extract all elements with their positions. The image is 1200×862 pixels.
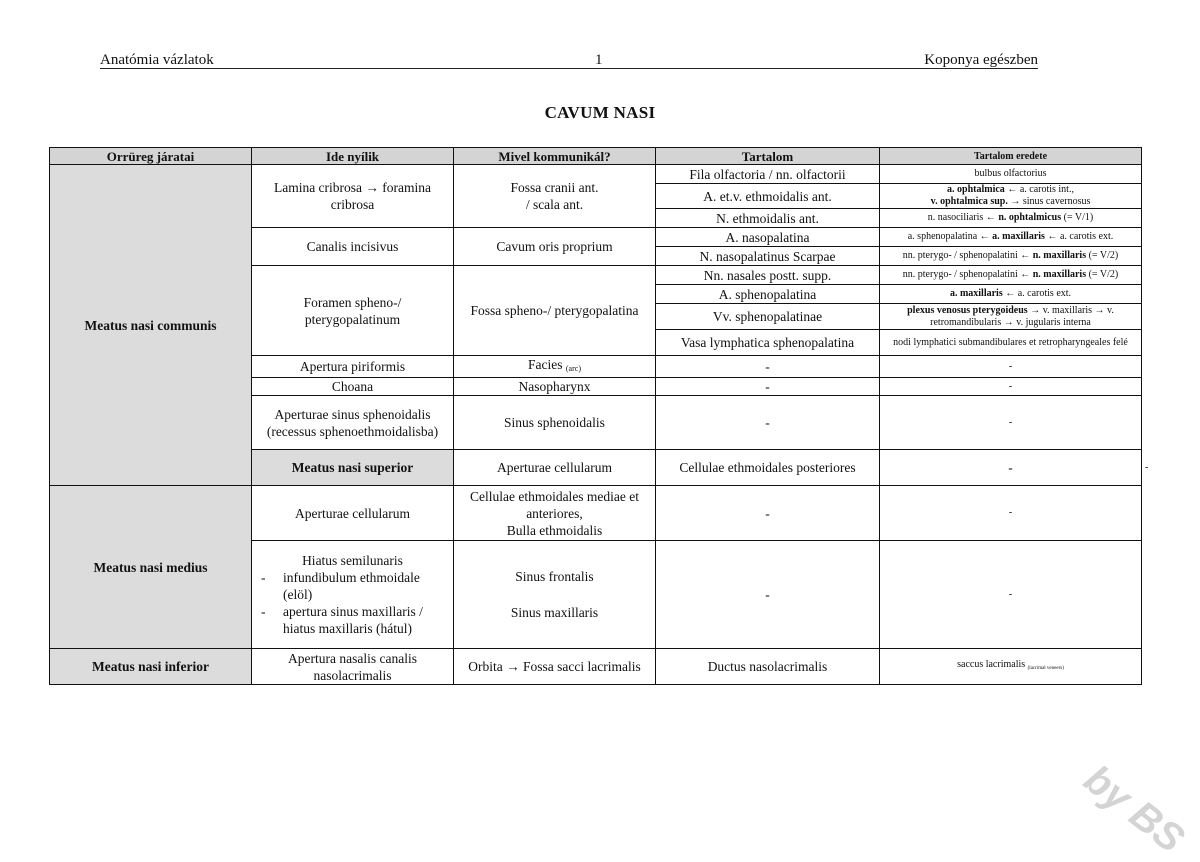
list-item: - infundibulum ethmoidale (elöl) bbox=[255, 569, 450, 603]
meatus-inferior-cell: Meatus nasi inferior bbox=[50, 649, 252, 685]
table-row: Meatus nasi superior Aperturae cellularum Cellulae ethmoidales posteriores - - bbox=[50, 450, 1142, 486]
content-cell: Fila olfactoria / nn. olfactorii bbox=[656, 165, 880, 184]
content-cell: - bbox=[880, 450, 1142, 486]
subscript: (lacrimal veneers) bbox=[1027, 665, 1064, 671]
opens-cell: Choana bbox=[252, 378, 454, 396]
content-cell: Vasa lymphatica sphenopalatina bbox=[656, 330, 880, 356]
page-title: CAVUM NASI bbox=[544, 103, 656, 122]
meatus-medius-cell: Meatus nasi medius bbox=[50, 486, 252, 649]
opens-cell: Apertura piriformis bbox=[252, 356, 454, 378]
content-cell: N. nasopalatinus Scarpae bbox=[656, 247, 880, 266]
content-cell: A. sphenopalatina bbox=[656, 285, 880, 304]
opens-cell: Apertura nasalis canalis nasolacrimalis bbox=[252, 649, 454, 685]
communicates-cell: Sinus sphenoidalis bbox=[454, 396, 656, 450]
opens-cell: Aperturae cellularum bbox=[454, 450, 656, 486]
page-number: 1 bbox=[595, 52, 603, 68]
bold-term: v. ophtalmica sup. bbox=[930, 196, 1008, 207]
communicates-cell: Cellulae ethmoidales posteriores bbox=[656, 450, 880, 486]
text-run: ← a. carotis ext. bbox=[1044, 231, 1114, 242]
origin-cell: - bbox=[880, 486, 1142, 541]
col-header: Tartalom bbox=[656, 148, 880, 165]
origin-cell bbox=[880, 266, 1142, 285]
bold-term: n. ophtalmicus bbox=[998, 212, 1062, 223]
col-header: Mivel kommunikál? bbox=[454, 148, 656, 165]
col-header: Orrüreg járatai bbox=[50, 148, 252, 165]
communicates-cell: Orbita → Fossa sacci lacrimalis bbox=[454, 649, 656, 685]
text-run: nn. pterygo- / sphenopalatini ← bbox=[902, 250, 1033, 261]
content-cell: Ductus nasolacrimalis bbox=[656, 649, 880, 685]
text-run: a. sphenopalatina ← bbox=[907, 231, 993, 242]
table-row bbox=[50, 649, 1142, 685]
table-row bbox=[50, 486, 1142, 541]
text-run: Facies bbox=[528, 357, 563, 372]
col-header: Tartalom eredete bbox=[880, 148, 1142, 165]
text-run: saccus lacrimalis bbox=[957, 658, 1026, 670]
text-line: Sinus maxillaris bbox=[510, 605, 599, 620]
hiatus-title: Hiatus semilunaris bbox=[302, 553, 403, 568]
origin-cell bbox=[880, 247, 1142, 266]
communicates-cell bbox=[454, 356, 656, 378]
content-cell: - bbox=[656, 396, 880, 450]
opens-cell: Aperturae sinus sphenoidalis (recessus sphenoethmoidalisba) bbox=[252, 396, 454, 450]
page-header bbox=[100, 52, 1038, 69]
content-cell: Vv. sphenopalatinae bbox=[656, 304, 880, 330]
origin-cell bbox=[880, 285, 1142, 304]
content-cell: N. ethmoidalis ant. bbox=[656, 209, 880, 228]
opens-cell: Lamina cribrosa → foramina cribrosa bbox=[252, 165, 454, 228]
bold-term: a. ophtalmica bbox=[947, 184, 1005, 195]
text-run: (= V/2) bbox=[1086, 269, 1119, 280]
bold-term: n. maxillaris bbox=[1032, 250, 1087, 261]
table-header-row bbox=[50, 148, 1142, 165]
header-right: Koponya egészben bbox=[924, 52, 1038, 68]
text-run: → sinus cavernosus bbox=[1007, 196, 1091, 207]
content-cell: A. nasopalatina bbox=[656, 228, 880, 247]
header-left: Anatómia vázlatok bbox=[100, 52, 214, 68]
text-line: Bulla ethmoidalis bbox=[506, 522, 603, 538]
text-line: Sinus frontalis bbox=[515, 569, 594, 584]
bold-term: a. maxillaris bbox=[992, 231, 1045, 242]
origin-cell bbox=[880, 228, 1142, 247]
cavum-nasi-table bbox=[49, 147, 1149, 685]
subscript: (arc) bbox=[565, 364, 581, 373]
text-run: (= V/1) bbox=[1061, 212, 1094, 223]
text-run: n. nasociliaris ← bbox=[927, 212, 999, 223]
bold-term: n. maxillaris bbox=[1032, 269, 1087, 280]
origin-cell: - bbox=[880, 378, 1142, 396]
communicates-cell: Fossa spheno-/ pterygopalatina bbox=[454, 266, 656, 356]
meatus-communis-cell: Meatus nasi communis bbox=[50, 165, 252, 486]
opens-cell: Canalis incisivus bbox=[252, 228, 454, 266]
communicates-cell bbox=[454, 486, 656, 541]
communicates-cell bbox=[454, 165, 656, 228]
text-run: ← a. carotis ext. bbox=[1002, 288, 1072, 299]
text-line: Cellulae ethmoidales mediae et anteriores, bbox=[469, 488, 640, 521]
communicates-cell: Cavum oris proprium bbox=[454, 228, 656, 266]
bold-term: a. maxillaris bbox=[949, 288, 1003, 299]
content-cell: Nn. nasales postt. supp. bbox=[656, 266, 880, 285]
table-row bbox=[50, 165, 1142, 184]
content-cell: - bbox=[656, 541, 880, 649]
text-run: ← a. carotis int., bbox=[1004, 184, 1074, 195]
origin-cell: - bbox=[880, 541, 1142, 649]
text-run: (= V/2) bbox=[1086, 250, 1119, 261]
origin-cell bbox=[880, 649, 1142, 685]
content-cell: - bbox=[656, 356, 880, 378]
bold-term: plexus venosus pterygoideus bbox=[907, 304, 1028, 316]
communicates-cell bbox=[454, 541, 656, 649]
hiatus-list bbox=[255, 569, 450, 637]
opens-cell bbox=[252, 541, 454, 649]
content-cell: A. et.v. ethmoidalis ant. bbox=[656, 184, 880, 209]
content-cell: - bbox=[656, 378, 880, 396]
origin-cell: nodi lymphatici submandibulares et retropharyngeales felé bbox=[880, 330, 1142, 356]
origin-cell bbox=[880, 304, 1142, 330]
watermark: by BS bbox=[1075, 756, 1192, 862]
text-run: nn. pterygo- / sphenopalatini ← bbox=[902, 269, 1033, 280]
communicates-cell: Nasopharynx bbox=[454, 378, 656, 396]
origin-cell: - bbox=[880, 356, 1142, 378]
origin-cell bbox=[880, 184, 1142, 209]
list-item: - apertura sinus maxillaris / hiatus maxillaris (hátul) bbox=[255, 603, 450, 637]
col-header: Ide nyílik bbox=[252, 148, 454, 165]
text-line: / scala ant. bbox=[525, 197, 584, 212]
text-line: Fossa cranii ant. bbox=[510, 180, 599, 195]
meatus-superior-cell: Meatus nasi superior bbox=[252, 450, 454, 486]
origin-cell: - bbox=[880, 396, 1142, 450]
origin-cell: bulbus olfactorius bbox=[880, 165, 1142, 184]
origin-cell bbox=[880, 209, 1142, 228]
content-cell: - bbox=[656, 486, 880, 541]
text-run: → v. maxillaris → v. retromandibularis → v. jugularis interna bbox=[930, 304, 1114, 328]
opens-cell: Aperturae cellularum bbox=[252, 486, 454, 541]
opens-cell: Foramen spheno-/ pterygopalatinum bbox=[252, 266, 454, 356]
